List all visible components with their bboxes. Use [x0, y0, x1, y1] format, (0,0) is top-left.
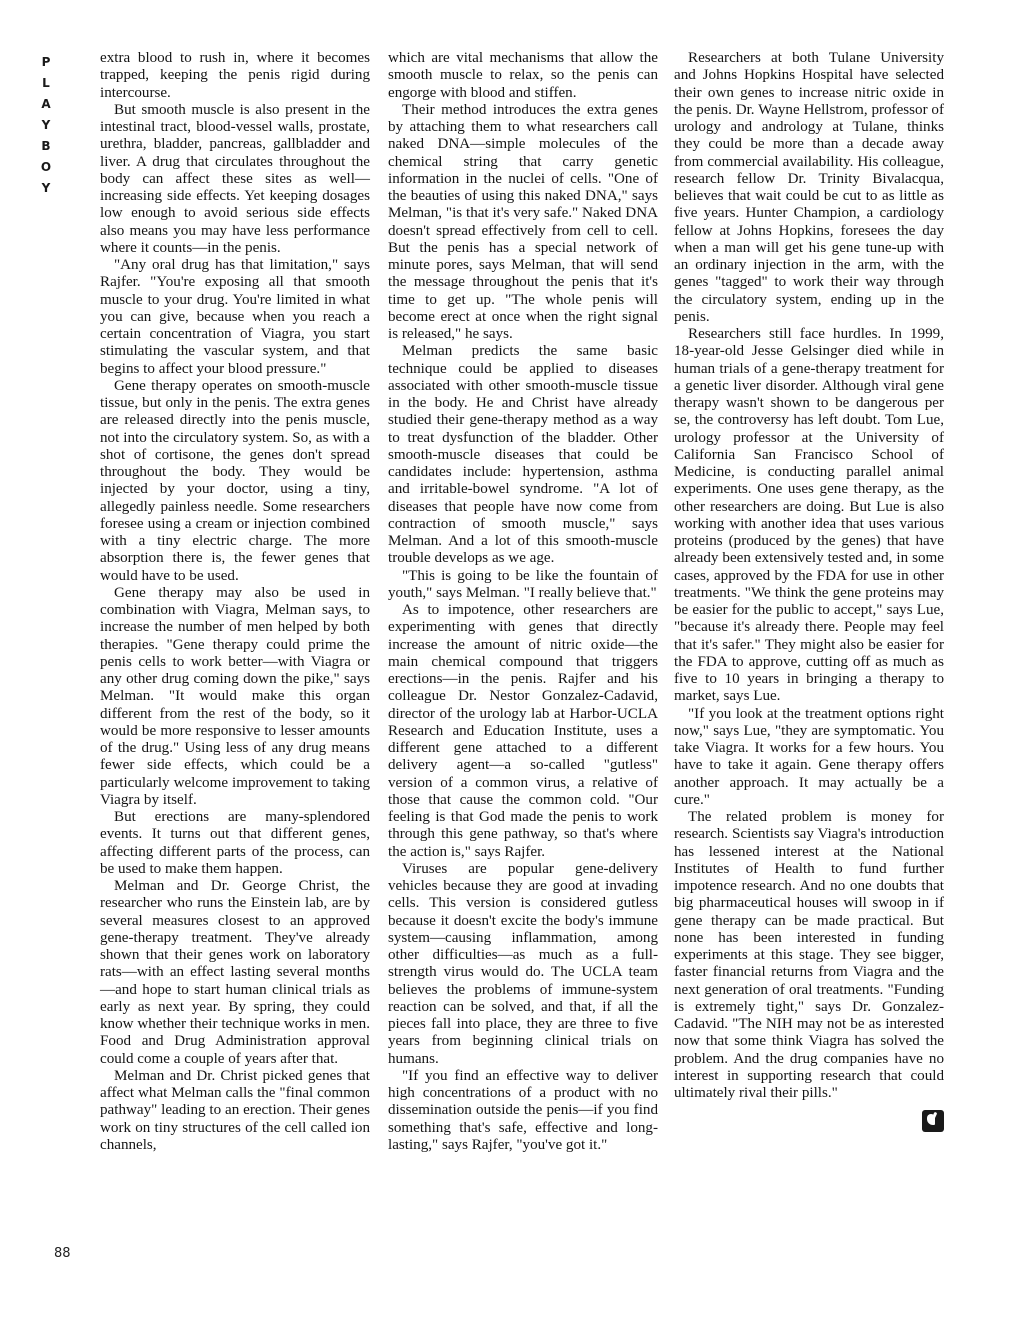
text-column-2	[388, 50, 658, 1154]
paragraph: But erections are many-splendored events. It turns out that different genes, affecting different parts of the process, can be used to make them happen.	[100, 809, 370, 877]
text-column-1	[100, 50, 370, 1154]
running-head-letter: Y	[41, 181, 51, 195]
paragraph: Melman predicts the same basic technique could be applied to diseases associated with other smooth-muscle tissue in the body. He and Christ have already studied their gene-therapy method as a way to treat dysfunction of the bladder. Other smooth-muscle diseases that could be candidates include: hypertension, asthma and irritable-bowel syndrome. "A lot of diseases that people have now come from contraction of smooth muscle," says Melman. And a lot of this smooth-muscle trouble develops as we age.	[388, 343, 658, 567]
paragraph: "This is going to be like the fountain of youth," says Melman. "I really believe that."	[388, 567, 658, 601]
running-head-letter: Y	[41, 118, 51, 132]
text-column-3	[674, 50, 944, 1132]
running-head-letter: P	[41, 55, 51, 69]
paragraph: As to impotence, other researchers are experimenting with genes that directly increase the amount of nitric oxide—the main chemical compound that triggers erections—in the penis. Rajfer and his colleague Dr. Nestor Gonzalez-Cadavid, director of the urology lab at Harbor-UCLA Research and Education Institute, uses a different gene attached to a different delivery agent—a so-called "gutless" version of a common virus, a relative of those that cause the common cold. "Our feeling is that God made the penis to work through this gene pathway, so that's where the action is," says Rajfer.	[388, 602, 658, 860]
paragraph: Viruses are popular gene-delivery vehicles because they are good at invading cells. This version is considered gutless because it doesn't excite the body's immune system—causing inflammation, among other difficulties—as much as a full-strength virus would do. The UCLA team believes the problems of immune-system reaction can be solved, and that, if all the pieces fall into place, they are three to five years from beginning clinical trials on humans.	[388, 860, 658, 1067]
page-number: 88	[54, 1246, 71, 1261]
paragraph: which are vital mechanisms that allow the smooth muscle to relax, so the penis can engorge with blood and stiffen.	[388, 50, 658, 101]
paragraph: "Any oral drug has that limitation," says Rajfer. "You're exposing all that smooth muscle to your drug. You're limited in what you can give, because when you reach a certain concentration of Viagra, you start stimulating the vascular system, and that begins to affect your blood pressure."	[100, 257, 370, 377]
paragraph: "If you look at the treatment options right now," says Lue, "they are symptomatic. You take Viagra. It works for a few hours. You have to take it again. Gene therapy offers another approach. It may actually be a cure."	[674, 705, 944, 808]
paragraph: But smooth muscle is also present in the intestinal tract, blood-vessel walls, prostate, urethra, bladder, pancreas, gallbladder and liver. A drug that circulates throughout the body can affect these sites as well—increasing side effects. Yet keeping dosages low enough to avoid serious side effects also means you may have less performance where it counts—in the penis.	[100, 101, 370, 256]
paragraph: Gene therapy operates on smooth-muscle tissue, but only in the penis. The extra genes are released directly into the penis muscle, not into the circulatory system. So, as with a shot of cortisone, the genes don't spread throughout the body. They would be injected by your doctor, using a tiny, allegedly painless needle. Some researchers foresee using a cream or injection combined with a tiny electric charge. The more absorption there is, the fewer genes that would have to be used.	[100, 377, 370, 584]
running-head-letter: B	[41, 139, 51, 153]
running-head-letter: L	[42, 76, 50, 90]
paragraph: Gene therapy may also be used in combination with Viagra, Melman says, to increase the number of men helped by both therapies. "Gene therapy could prime the penis cells to work better—with Viagra or any other drug coming down the pike," says Melman. "It would make this organ different from the rest of the body, so it would be more responsive to lesser amounts of the drug." Using less of any drug means fewer side effects, which could be a particularly welcome improvement to taking Viagra by itself.	[100, 584, 370, 808]
paragraph: The related problem is money for research. Scientists say Viagra's introduction has lessened interest at the National Institutes of Health to fund further impotence research. And no one doubts that big pharmaceutical houses will swoop in if gene therapy can be made practical. But none has been interested in funding experiments at this stage. They see bigger, faster financial returns from Viagra and the next generation of oral treatments. "Funding is extremely tight," says Dr. Gonzalez-Cadavid. "The NIH may not be as interested now that some think Viagra has solved the problem. And the drug companies have no interest in supporting research that could ultimately rival their pills."	[674, 809, 944, 1101]
paragraph: Melman and Dr. George Christ, the researcher who runs the Einstein lab, are by several measures closest to an approved gene-therapy treatment. They've already shown that their genes work on laboratory rats—with an effect lasting several months—and hope to start human clinical trials as early as next year. By spring, they could know whether their technique works in men. Food and Drug Administration approval could come a couple of years after that.	[100, 878, 370, 1067]
paragraph: Melman and Dr. Christ picked genes that affect what Melman calls the "final common pathway" leading to an erection. Their genes work on tiny structures of the cell called ion channels,	[100, 1067, 370, 1153]
paragraph: Researchers at both Tulane University and Johns Hopkins Hospital have selected their own genes to increase nitric oxide in the penis. Dr. Wayne Hellstrom, professor of urology and andrology at Tulane, thinks they could be more than a decade away from commercial availability. His colleague, research fellow Dr. Trinity Bivalacqua, believes that wait could be cut to as little as five years. Hunter Champion, a cardiology fellow at Johns Hopkins, foresees the day when a man will get his gene tune-up with an ordinary injection in the arm, with the genes "tagged" to work their way through the circulatory system, ending up in the penis.	[674, 50, 944, 325]
paragraph: extra blood to rush in, where it becomes trapped, keeping the penis rigid during intercourse.	[100, 50, 370, 101]
paragraph: Their method introduces the extra genes by attaching them to what researchers call naked DNA—simple molecules of the chemical string that carry genetic information in the nuclei of cells. "One of the beauties of using this naked DNA," says Melman, "is that it's very safe." Naked DNA doesn't spread effectively from cell to cell. But the penis has a special network of minute pores, says Melman, that will send the message throughout the penis that it's time to get up. "The whole penis will become erect at once when the right signal is released," he says.	[388, 101, 658, 342]
running-head-letter: O	[40, 160, 52, 174]
paragraph: "If you find an effective way to deliver high concentrations of a product with no dissemination outside the penis—if you find something that's safe, effective and long-lasting," says Rajfer, "you've got it."	[388, 1067, 658, 1153]
running-head	[36, 52, 56, 199]
paragraph: Researchers still face hurdles. In 1999, 18-year-old Jesse Gelsinger died while in human trials of a gene-therapy treatment for a genetic liver disorder. Although viral gene therapy wasn't shown to be dangerous per se, the controversy has left doubt. Tom Lue, urology professor at the University of California San Francisco School of Medicine, is conducting parallel animal experiments. One uses gene therapy, as the other researchers are doing. But Lue is also working with another idea that uses various proteins (produced by the genes) that have already been extensively tested and, in some cases, approved by the FDA for use in other treatments. "We think the gene proteins may be easier for the public to accept," says Lue, "because it's already there. People may feel that it's safer." They might also be easier for the FDA to approve, cutting off as much as five to 10 years in bringing a therapy to market, says Lue.	[674, 326, 944, 705]
running-head-letter: A	[41, 97, 51, 111]
rabbit-head-icon	[922, 1110, 944, 1132]
